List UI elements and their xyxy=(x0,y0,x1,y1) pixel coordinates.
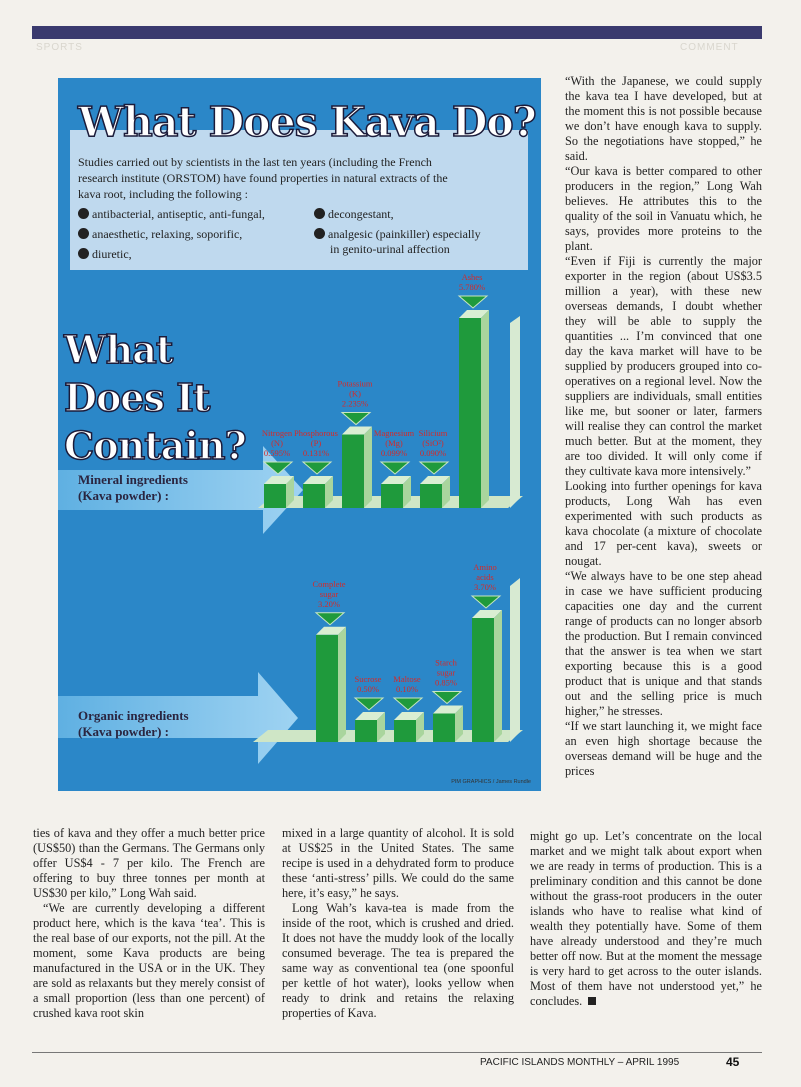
bullet-left-1: antibacterial, antiseptic, anti-fungal, xyxy=(78,206,265,222)
mineral-bar-2 xyxy=(342,427,372,508)
organic-label-4-0: Amino xyxy=(473,562,497,572)
mineral-label-3-1: (Mg) xyxy=(385,438,403,448)
organic-label: Organic ingredients (Kava powder) : xyxy=(78,708,189,739)
organic-label-1-1: 0.50% xyxy=(357,684,379,694)
mineral-label-3-0: Magnesium xyxy=(373,428,415,438)
mineral-label-2-0: Potassium xyxy=(337,378,373,389)
organic-bar-3 xyxy=(433,706,463,742)
mineral-label: Mineral ingredients (Kava powder) : xyxy=(78,472,188,503)
footer-publication: PACIFIC ISLANDS MONTHLY – APRIL 1995 xyxy=(480,1057,680,1068)
title-what-does-kava-do: What Does Kava Do? xyxy=(78,98,536,146)
header-ghost-right: COMMENT xyxy=(680,42,739,53)
graphic-credit: PIM GRAPHICS / James Rundle xyxy=(451,779,531,785)
mineral-bar-5 xyxy=(459,310,489,508)
organic-label-4-1: acids xyxy=(476,572,494,582)
paragraph: “With the Japanese, we could supply the kava tea I have developed, but at the moment this is not possible because we don’t have enough kava to supply. So the negotiations have stopped,” he said. xyxy=(565,74,762,163)
article-column-2 xyxy=(282,826,514,1021)
paragraph: “If we start launching it, we might face an even high shortage because the overseas demand will be huge and the prices xyxy=(565,719,762,778)
mineral-label-5-1: 5.780% xyxy=(458,282,486,292)
organic-bar-0 xyxy=(316,627,346,742)
mineral-bar-4 xyxy=(420,476,450,508)
bullet-right-2: analgesic (painkiller) especially xyxy=(314,226,481,242)
organic-marker-3 xyxy=(433,692,461,704)
organic-label-1-0: Sucrose xyxy=(354,674,382,684)
organic-marker-0 xyxy=(316,613,344,625)
mineral-label-1-0: Phosphorous xyxy=(294,428,338,438)
organic-label-0-0: Complete xyxy=(312,578,346,589)
organic-label-3-1: sugar xyxy=(436,667,456,678)
mineral-label-5-0: Ashes xyxy=(461,272,483,282)
organic-marker-2 xyxy=(394,698,422,710)
header-ghost-left: SPORTS xyxy=(36,42,83,53)
mineral-label-4-1: (SiO²) xyxy=(422,438,444,448)
mineral-back-slab xyxy=(510,316,520,508)
paragraph: Looking into further openings for kava products, Long Wah has even experimented with such products as kava chocolate (a mixture of chocolate and 17 per-cent kava), sweets or nougat. xyxy=(565,479,762,568)
mineral-marker-4 xyxy=(420,462,448,474)
header-bar xyxy=(32,26,762,39)
mineral-label-2-2: 2.235% xyxy=(341,398,369,409)
organic-label-2-1: 0.10% xyxy=(396,684,418,694)
mineral-marker-3 xyxy=(381,462,409,474)
mineral-bar-0 xyxy=(264,476,294,508)
mineral-marker-5 xyxy=(459,296,487,308)
organic-label-3-0: Starch xyxy=(435,657,457,668)
footer-rule xyxy=(32,1052,762,1053)
mineral-label-4-0: Silicium xyxy=(418,428,448,438)
mineral-label-0-1: (N) xyxy=(271,438,283,448)
article-column-3-bottom xyxy=(530,829,762,1009)
mineral-label-0-0: Nitrogen xyxy=(261,428,293,438)
mineral-marker-2 xyxy=(342,413,370,425)
bullet-right-1: decongestant, xyxy=(314,206,394,222)
organic-label-4-2: 3.70% xyxy=(474,582,496,592)
end-mark-icon xyxy=(588,997,596,1005)
bullet-left-2: anaesthetic, relaxing, soporific, xyxy=(78,226,242,242)
organic-label-3-2: 0.85% xyxy=(435,677,457,688)
paragraph: “Even if Fiji is currently the major exporter in the region (about US$3.5 million a year), with these new overseas demands, I doubt whether they will be able to supply the quantities ... I’m convinced that one day the kava market will have to be supplied by producers grouped into co-operatives on a regional level. Now the suppliers are individuals, small entities like me, but sooner or later, farmers will realise they can control the market much better. But at the moment, they are too divided. It will only come if they cultivate kava more intensively.” xyxy=(565,254,762,478)
mineral-label-1-1: (P) xyxy=(310,438,322,448)
paragraph: might go up. Let’s concentrate on the local market and we might talk about export when we are ready in terms of production. This is a preliminary condition and this cannot be done without the grass-root producers in the outer islands who have to realise what kind of wealth they potentially have. Some of them have already understood and they’re much better off now. But at the moment the message is very hard to get across to the outer islands. Most of them have not understood yet,” he concludes. xyxy=(530,829,762,1008)
mineral-label-4-2: 0.090% xyxy=(419,448,447,458)
mineral-label-1-2: 0.131% xyxy=(302,448,330,458)
organic-bar-1 xyxy=(355,712,385,742)
organic-bar-2 xyxy=(394,712,424,742)
organic-marker-1 xyxy=(355,698,383,710)
paragraph: “We always have to be one step ahead in case we have sufficient producing capacities one day and the current range of products can no longer absorb the production. But I remain convinced that the answer is tea when we start exporting because this is a good product that is unique and that stands out and the selling price is much higher,” he stresses. xyxy=(565,569,762,718)
mineral-bar-1 xyxy=(303,476,333,508)
paragraph: mixed in a large quantity of alcohol. It is sold at US$25 in the United States. The same recipe is used in a dehydrated form to produce these ‘anti-stress’ pills. We could do the same here, it’s easy,” he says. xyxy=(282,826,514,900)
article-column-1 xyxy=(33,826,265,1021)
mineral-label-0-2: 0.595% xyxy=(263,448,291,458)
mineral-label-2-1: (K) xyxy=(349,388,361,399)
organic-marker-4 xyxy=(472,596,500,608)
title-what-does-it-contain: What Does It Contain? xyxy=(64,327,246,468)
organic-label-0-1: sugar xyxy=(319,588,339,599)
page-number: 45 xyxy=(726,1055,740,1069)
mineral-marker-1 xyxy=(303,462,331,474)
paragraph: “Our kava is better compared to other producers in the region,” Long Wah believes. He attributes this to the quality of the soil in Vanuatu which, he says, provides more proteins to the plant. xyxy=(565,164,762,253)
mineral-label-3-2: 0.099% xyxy=(380,448,408,458)
infographic-panel xyxy=(58,78,541,791)
organic-bar-4 xyxy=(472,610,502,742)
bullet-right-2-cont: in genito-urinal affection xyxy=(330,242,450,256)
paragraph: “We are currently developing a different product here, which is the kava ‘tea’. This is the real base of our exports, not the pill. At the moment, some Kava products are being manufactured in the USA or in the UK. They are sold as relaxants but they merely consist of a small proportion (less than one percent) of crushed kava root skin xyxy=(33,901,265,1020)
mineral-bar-3 xyxy=(381,476,411,508)
organic-label-0-2: 3.20% xyxy=(318,598,340,609)
organic-back-slab xyxy=(510,578,520,742)
intro-text: Studies carried out by scientists in the last ten years (including the French research institute (ORSTOM) have found properties in natural extracts of the kava root, including the following : xyxy=(78,155,448,201)
bullet-left-3: diuretic, xyxy=(78,246,132,262)
paragraph: Long Wah’s kava-tea is made from the inside of the root, which is crushed and dried. It does not have the muddy look of the locally consumed beverage. The tea is prepared the same way as conventional tea (one spoonful per kettle of hot water), looks yellow when ready to drink and retains the relaxing properties of Kava. xyxy=(282,901,514,1020)
organic-label-2-0: Maltose xyxy=(393,674,421,684)
article-column-3-top xyxy=(565,74,762,779)
paragraph: ties of kava and they offer a much better price (US$50) than the Germans. The Germans only offer US$4 - 7 per kilo. The French are offering to buy three tonnes per month at US$30 per kilo,” Long Wah said. xyxy=(33,826,265,900)
